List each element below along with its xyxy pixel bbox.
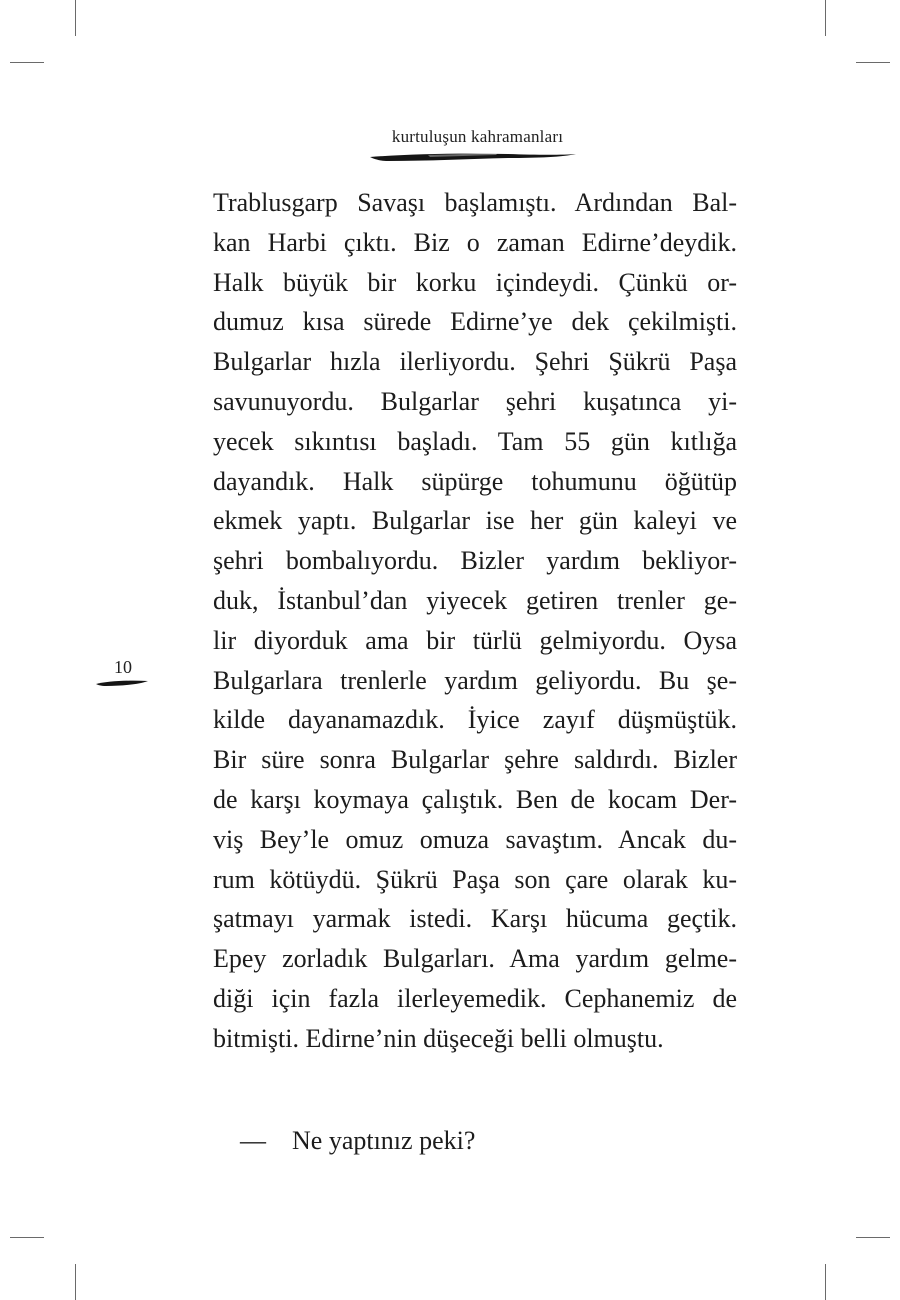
dialogue-line (240, 1121, 475, 1161)
crop-mark-top-right-horizontal (856, 62, 890, 63)
crop-mark-bottom-left-vertical (75, 1264, 76, 1300)
text-line: bitmişti. Edirne’nin düşeceği belli olmuştu. (213, 1023, 664, 1053)
running-head: kurtuluşun kahramanları (391, 127, 564, 146)
text-line: şatmayı yarmak istedi. Karşı hücuma geçtik. (213, 904, 737, 934)
text-line: viş Bey’le omuz omuza savaştım. Ancak du- (213, 824, 737, 854)
text-line: ekmek yaptı. Bulgarlar ise her gün kaleyi ve (213, 506, 737, 536)
text-line: lir diyorduk ama bir türlü gelmiyordu. Oysa (213, 625, 737, 655)
text-line: Epey zorladık Bulgarları. Ama yardım gelme- (213, 944, 737, 974)
text-line: dumuz kısa sürede Edirne’ye dek çekilmişti. (213, 307, 737, 337)
body-paragraph (213, 183, 737, 1059)
text-line: savunuyordu. Bulgarlar şehri kuşatınca yi- (213, 386, 737, 416)
text-line: Bulgarlar hızla ilerliyordu. Şehri Şükrü Paşa (213, 347, 737, 377)
text-line: Bulgarlara trenlerle yardım geliyordu. Bu şe- (213, 665, 737, 695)
dialogue-text: Ne yaptınız peki? (292, 1126, 476, 1155)
page-number: 10 (114, 657, 132, 677)
crop-mark-bottom-right-horizontal (856, 1237, 890, 1238)
crop-mark-top-left-horizontal (10, 62, 44, 63)
text-line: diği için fazla ilerleyemedik. Cephanemiz de (213, 983, 737, 1013)
crop-mark-bottom-left-horizontal (10, 1237, 44, 1238)
text-line: Halk büyük bir korku içindeydi. Çünkü or- (213, 267, 737, 297)
text-line: Bir süre sonra Bulgarlar şehre saldırdı. Bizler (213, 745, 737, 775)
text-line: de karşı koymaya çalıştık. Ben de kocam Der- (213, 784, 737, 814)
crop-mark-bottom-right-vertical (825, 1264, 826, 1300)
crop-mark-top-right-vertical (825, 0, 826, 36)
running-head-brush-rule (368, 150, 578, 164)
page-number-brush-rule (94, 678, 150, 688)
crop-mark-top-left-vertical (75, 0, 76, 36)
text-line: kan Harbi çıktı. Biz o zaman Edirne’deydik. (213, 227, 737, 257)
text-line: kilde dayanamazdık. İyice zayıf düşmüştük. (213, 705, 737, 735)
text-line: dayandık. Halk süpürge tohumunu öğütüp (213, 466, 737, 496)
dialogue-dash: — (240, 1126, 266, 1155)
text-line: rum kötüydü. Şükrü Paşa son çare olarak ku- (213, 864, 737, 894)
text-line: yecek sıkıntısı başladı. Tam 55 gün kıtlığa (213, 426, 737, 456)
text-line: duk, İstanbul’dan yiyecek getiren trenler ge- (213, 585, 737, 615)
text-line: şehri bombalıyordu. Bizler yardım bekliyor- (213, 546, 737, 576)
text-line: Trablusgarp Savaşı başlamıştı. Ardından Bal- (213, 188, 737, 217)
